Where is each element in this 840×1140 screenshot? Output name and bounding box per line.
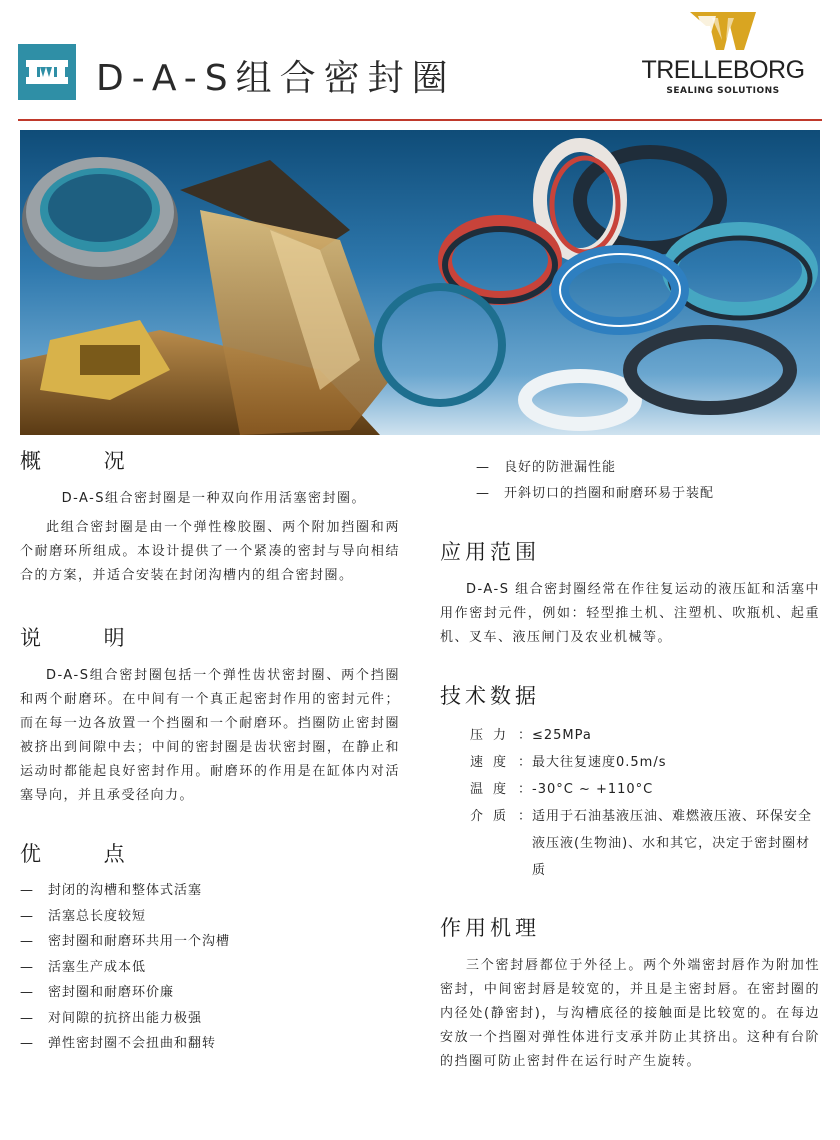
header-divider (18, 119, 822, 121)
applications-paragraph: D-A-S 组合密封圈经常在作往复运动的液压缸和活塞中用作密封元件，例如：轻型推土机、注塑机、吹瓶机、起重机、叉车、液压闸门及农业机械等。 (440, 582, 820, 645)
list-item: — 开斜切口的挡圈和耐磨环易于装配 (476, 485, 715, 501)
applications-heading: 应用范围 (440, 540, 540, 564)
spec-row-medium: 介质 ： 适用于石油基液压油、难燃液压液、环保安全液压液(生物油)、水和其它，决定于密封圈材质 (470, 809, 813, 878)
technical-specs (440, 722, 820, 884)
advantages-list (20, 878, 400, 1057)
advantages-heading: 优 点 (20, 842, 153, 866)
seal-ring-image-1 (22, 157, 178, 280)
spec-row-temperature: 温度 ： -30°C ~ +110°C (470, 782, 654, 797)
mechanism-heading: 作用机理 (440, 916, 540, 940)
product-logo-icon (18, 44, 76, 100)
list-item: — 良好的防泄漏性能 (476, 460, 617, 475)
left-column (20, 445, 400, 1057)
trelleborg-brand (638, 10, 808, 100)
description-heading: 说 明 (20, 626, 153, 650)
page-header (0, 0, 840, 120)
advantages-list-continued (476, 455, 820, 506)
spec-row-speed: 速度 ： 最大往复速度0.5m/s (470, 755, 667, 770)
brand-subtitle: SEALING SOLUTIONS (666, 86, 780, 96)
list-item: — 活塞生产成本低 (20, 959, 147, 975)
brand-name: TRELLEBORG (641, 56, 805, 84)
product-banner-image (20, 130, 820, 435)
list-item: — 密封圈和耐磨环价廉 (20, 985, 175, 1000)
trelleborg-logo-icon (688, 10, 758, 52)
list-item: — 活塞总长度较短 (20, 908, 147, 924)
overview-paragraph-1: D-A-S组合密封圈是一种双向作用活塞密封圈。 (61, 491, 367, 506)
right-column (440, 455, 820, 1074)
list-item: — 封闭的沟槽和整体式活塞 (20, 883, 203, 898)
list-item: — 对间隙的抗挤出能力极强 (20, 1010, 203, 1026)
description-paragraph: D-A-S组合密封圈包括一个弹性齿状密封圈、两个挡圈和两个耐磨环。在中间有一个真正起密封作用的密封元件；而在每一边各放置一个挡圈和一个耐磨环。挡圈防止密封圈被挤出到间隙中去；中间的密封圈是齿状密封圈，在静止和运动时都能起良好密封作用。耐磨环的作用是在缸体内对活塞导向，并且承受径向力。 (20, 668, 400, 803)
list-item: — 弹性密封圈不会扭曲和翻转 (20, 1036, 217, 1051)
mechanism-paragraph: 三个密封唇都位于外径上。两个外端密封唇作为附加性密封，中间密封唇是较宽的，并且是主密封唇。在密封圈的内径处(静密封)，与沟槽底径的接触面是比较宽的。在每边安放一个挡圈对弹性体进行支承并防止其挤出。这种有台阶的挡圈可防止密封件在运行时产生旋转。 (440, 958, 820, 1069)
list-item: — 密封圈和耐磨环共用一个沟槽 (20, 934, 231, 949)
technical-heading: 技术数据 (440, 684, 540, 708)
overview-heading: 概 况 (20, 449, 153, 473)
spec-row-pressure: 压力 ： ≤25MPa (470, 728, 592, 743)
page-title: D-A-S组合密封圈 (96, 58, 456, 99)
overview-paragraph-2: 此组合密封圈是由一个弹性橡胶圈、两个附加挡圈和两个耐磨环所组成。本设计提供了一个紧凑的密封与导向相结合的方案，并适合安装在封闭沟槽内的组合密封圈。 (20, 520, 400, 583)
